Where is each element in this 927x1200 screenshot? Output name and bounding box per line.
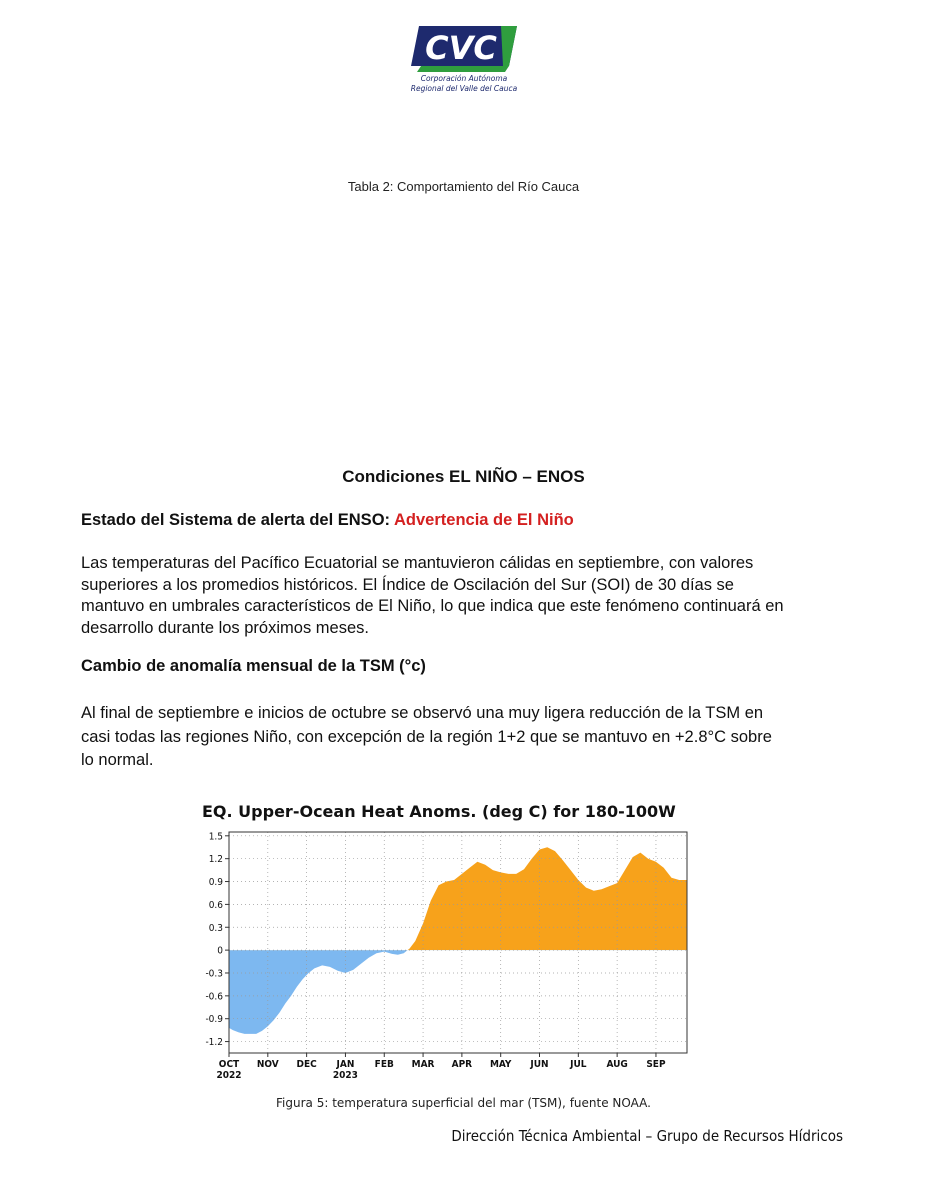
heat-anomaly-chart	[190, 795, 705, 1085]
paragraph-line: mantuvo en umbrales característicos de El Niño, lo que indica que este fenómeno continuará en	[81, 597, 784, 615]
paragraph-enso	[81, 553, 854, 639]
logo-subtitle-line2: Regional del Valle del Cauca	[410, 84, 518, 93]
y-tick-label: -0.9	[205, 1014, 223, 1026]
paragraph-line: casi todas las regiones Niño, con excepción de la región 1+2 que se mantuvo en +2.8°C sobre	[81, 727, 772, 746]
y-tick-label: 1.5	[208, 831, 223, 843]
x-tick-label: JUN	[530, 1059, 549, 1070]
y-tick-label: -0.6	[205, 991, 223, 1003]
x-tick-label: APR	[451, 1059, 473, 1070]
chart-area-positive	[229, 847, 687, 1034]
x-tick-label: NOV	[256, 1059, 279, 1070]
x-tick-label: JUL	[570, 1059, 587, 1070]
x-tick-label: MAR	[411, 1059, 435, 1070]
figure-caption: Figura 5: temperatura superficial del mar (TSM), fuente NOAA.	[276, 1096, 651, 1110]
x-tick-sublabel: 2022	[216, 1070, 242, 1081]
paragraph-line: Al final de septiembre e inicios de octubre se observó una muy ligera reducción de la TSM en	[81, 704, 764, 722]
table-caption: Tabla 2: Comportamiento del Río Cauca	[347, 179, 580, 194]
alert-label: Estado del Sistema de alerta del ENSO:	[81, 511, 391, 529]
chart-svg	[190, 795, 705, 1085]
y-tick-label: -0.3	[205, 968, 223, 980]
y-tick-label: -1.2	[205, 1037, 223, 1049]
paragraph-line: desarrollo durante los próximos meses.	[81, 618, 369, 637]
paragraph-line: Las temperaturas del Pacífico Ecuatorial se mantuvieron cálidas en septiembre, con valores	[81, 554, 754, 572]
alert-status-line	[81, 511, 574, 530]
x-tick-label: AUG	[606, 1059, 628, 1070]
y-tick-label: 0.3	[208, 922, 223, 934]
x-tick-sublabel: 2023	[332, 1070, 358, 1081]
y-tick-label: 0	[217, 945, 223, 957]
section-title: Condiciones EL NIÑO – ENOS	[342, 467, 585, 486]
x-tick-label: MAY	[489, 1059, 512, 1070]
chart-title: EQ. Upper-Ocean Heat Anoms. (deg C) for 180-100W	[202, 802, 676, 821]
y-tick-label: 0.6	[208, 899, 223, 911]
x-tick-label: DEC	[296, 1059, 317, 1070]
alert-status: Advertencia de El Niño	[394, 511, 574, 529]
x-tick-label: SEP	[646, 1059, 666, 1070]
paragraph-line: lo normal.	[81, 751, 154, 769]
logo-text: CVC	[425, 29, 497, 67]
x-tick-label: OCT	[218, 1059, 240, 1070]
logo-subtitle	[400, 74, 528, 94]
x-tick-label: FEB	[374, 1059, 394, 1070]
logo-subtitle-line1: Corporación Autónoma	[420, 74, 508, 83]
subsection-title: Cambio de anomalía mensual de la TSM (°c)	[81, 657, 426, 675]
y-tick-label: 1.2	[208, 854, 223, 866]
paragraph-tsm	[81, 702, 854, 773]
y-tick-label: 0.9	[208, 877, 223, 889]
x-tick-label: JAN	[336, 1059, 355, 1070]
paragraph-line: superiores a los promedios históricos. El Índice de Oscilación del Sur (SOI) de 30 días se	[81, 575, 734, 594]
footer-text: Dirección Técnica Ambiental – Grupo de Recursos Hídricos	[451, 1127, 843, 1145]
